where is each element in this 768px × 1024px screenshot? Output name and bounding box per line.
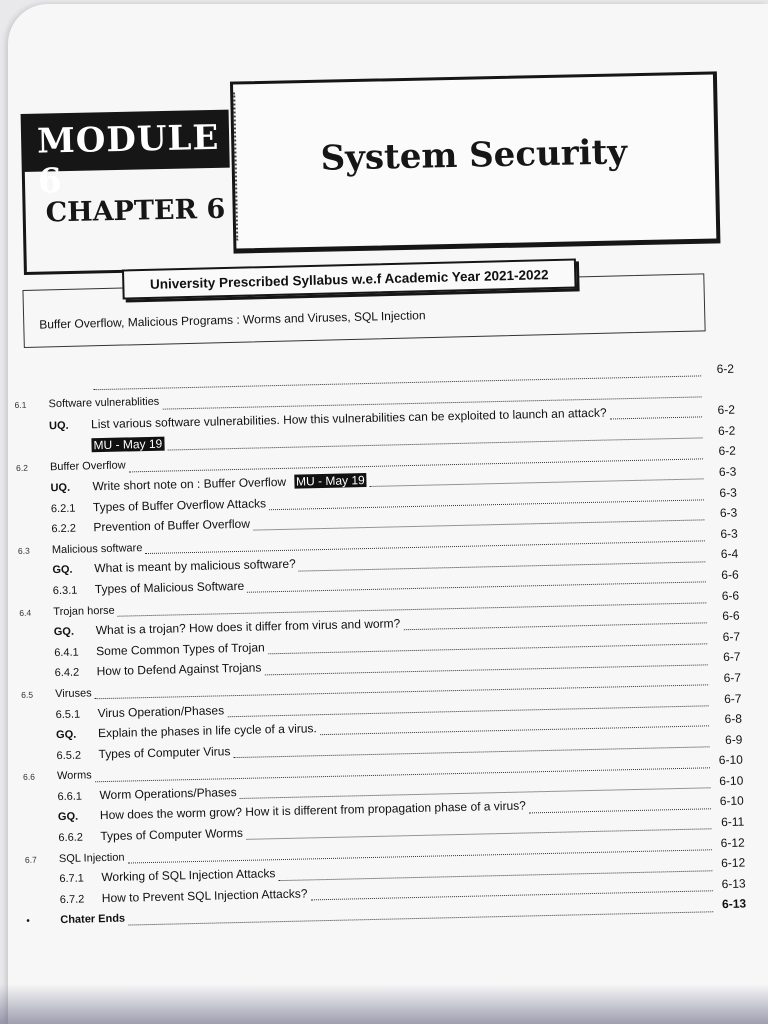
syllabus-heading: University Prescribed Syllabus w.e.f Academic Year 2021-2022 [149,266,549,292]
exam-tag-badge: MU - May 19 [93,436,163,452]
toc-page-number: 6-7 [723,691,742,706]
toc-item-code: GQ. [55,728,77,742]
toc-section-number: 6.7 [24,854,37,865]
toc-page-number: 6-10 [718,752,744,768]
toc-page-number: 6-6 [722,608,740,624]
toc-section-number [14,388,48,389]
dot-leader [529,807,711,813]
chapter-title: System Security [320,132,628,179]
toc-section-number [21,676,55,677]
toc-item-label: What is meant by malicious software? [94,557,296,576]
toc-item-label: Virus Operation/Phases [97,702,225,720]
toc-item-label: Trojan horse [53,604,115,618]
page-edge-shadow [0,984,768,1024]
toc-page-number: 6-8 [724,711,743,727]
toc-section-number: 6.4 [19,607,32,618]
toc-section-number [20,656,54,657]
toc-item-label: Worms [56,769,92,783]
toc-page-number: 6-12 [720,835,745,850]
toc-section-number [18,574,52,575]
toc-item-code [50,449,92,450]
book-page [8,4,768,1024]
toc-page-number: 6-10 [719,794,744,809]
toc-item-label: Types of Computer Virus [98,743,231,761]
toc-section-number: 6.5 [21,689,34,700]
toc-item-code: 6.7.2 [59,893,85,906]
exam-tag-badge: MU - May 19 [295,473,365,489]
toc-section-number: 6.6 [22,771,35,783]
toc-item-code: 6.6.1 [57,790,83,803]
toc-page-number: 6-3 [718,464,737,479]
table-of-contents [14,362,746,934]
toc-page-number: 6-6 [721,567,739,582]
toc-item-label: Viruses [55,687,92,701]
toc-item-code: GQ. [52,564,73,577]
toc-page-number: 6-13 [721,896,747,912]
toc-item-label: Buffer Overflow [49,459,126,474]
toc-item-label: List various software vulnerabilities. How this vulnerabilities can be exploited to launch an attack? [90,405,607,432]
toc-page-number: 6-7 [722,629,741,644]
toc-section-number [17,491,51,492]
toc-section-number: 6.3 [17,545,30,556]
toc-page-number: 6-3 [719,485,737,500]
toc-item-label: Types of Malicious Software [94,578,245,597]
toc-page-number: 6-13 [721,876,746,891]
toc-item-code: 6.3.1 [52,584,78,598]
chapter-box [22,168,235,272]
toc-item-label: Worm Operations/Phases [99,784,237,803]
toc-section-number [22,718,56,719]
toc-item-code: 6.5.1 [55,708,81,721]
toc-page-number: 6-2 [716,361,735,377]
toc-item-label: Explain the phases in life cycle of a virus. [97,721,317,741]
toc-section-number [26,903,60,904]
toc-item-label: What is a trojan? How does it differ from virus and worm? [95,616,401,638]
toc-section-number: 6.1 [14,399,27,410]
toc-item-code: 6.6.2 [58,831,84,845]
toc-item-code: 6.4.1 [54,646,79,659]
toc-item-label: Prevention of Buffer Overflow [93,516,251,535]
toc-section-number [15,429,49,430]
toc-item-label: Malicious software [51,541,143,556]
toc-page-number: 6-2 [718,444,737,459]
toc-item-label: How does the worm grow? How it is different from propagation phase of a virus? [99,798,527,823]
toc-section-number [17,512,51,513]
toc-section-number [25,841,59,842]
toc-section-number [23,759,57,760]
toc-page-number: 6-3 [719,505,738,521]
toc-item-label: Working of SQL Injection Attacks [101,866,276,885]
toc-page-number: 6-6 [721,588,740,603]
toc-item-code: UQ. [50,481,71,495]
toc-item-label: Chater Ends [60,913,126,927]
toc-item-label: How to Defend Against Trojans [96,660,262,679]
chapter-label: CHAPTER 6 [45,193,226,229]
toc-item-code: GQ. [53,625,75,639]
toc-page-number: 6-12 [721,855,746,871]
module-label: MODULE 6 [36,117,220,202]
dot-leader [128,910,713,925]
toc-item-code: 6.5.2 [56,749,82,762]
toc-item-label: Some Common Types of Trojan [96,640,265,658]
toc-page-number: 6-2 [717,423,736,438]
toc-item-code [48,387,90,388]
toc-item-label: SQL Injection [58,851,125,865]
toc-page-number: 6-9 [724,732,743,747]
toc-section-number: 6.2 [15,463,28,474]
toc-item-label: How to Prevent SQL Injection Attacks? [101,886,308,905]
toc-page-number: 6-7 [723,649,741,665]
title-box [230,71,720,253]
toc-section-number [18,532,52,533]
toc-section-number [20,635,54,636]
toc-section-number [22,738,56,739]
toc-section-number [25,882,59,883]
chapter-header [20,71,724,276]
toc-page-number: 6-3 [720,526,738,541]
syllabus-text: Buffer Overflow, Malicious Programs : Worms and Viruses, SQL Injection [39,308,426,332]
toc-section-number [19,594,53,595]
toc-page-number [704,391,734,392]
toc-item-code: GQ. [57,811,79,824]
toc-section-number: • [26,916,30,928]
toc-item-label: Types of Buffer Overflow Attacks [92,495,267,514]
toc-item-code: 6.2.2 [51,522,77,536]
toc-section-number [16,450,50,451]
dot-leader [370,478,704,488]
toc-page-number: 6-7 [723,670,742,685]
toc-item-code: 6.2.1 [50,502,76,515]
toc-page-number: 6-2 [717,402,736,418]
toc-item-label: Types of Computer Worms [100,825,244,844]
dotted-divider [233,92,238,240]
syllabus-section [22,255,724,358]
toc-item-code: 6.7.1 [59,872,84,886]
toc-item-label: Software vulnerablities [48,395,160,410]
toc-section-number [24,821,58,822]
toc-page-number: 6-10 [719,773,744,788]
toc-section-number [24,800,58,801]
module-banner [21,110,230,202]
toc-item-label: Write short note on : Buffer Overflow [92,474,287,494]
toc-page-number: 6-4 [720,546,739,562]
dot-leader [610,416,702,420]
toc-item-code: UQ. [48,419,69,433]
toc-item-code: 6.4.2 [54,666,80,680]
dot-leader [403,622,706,631]
toc-page-number: 6-11 [720,814,745,830]
